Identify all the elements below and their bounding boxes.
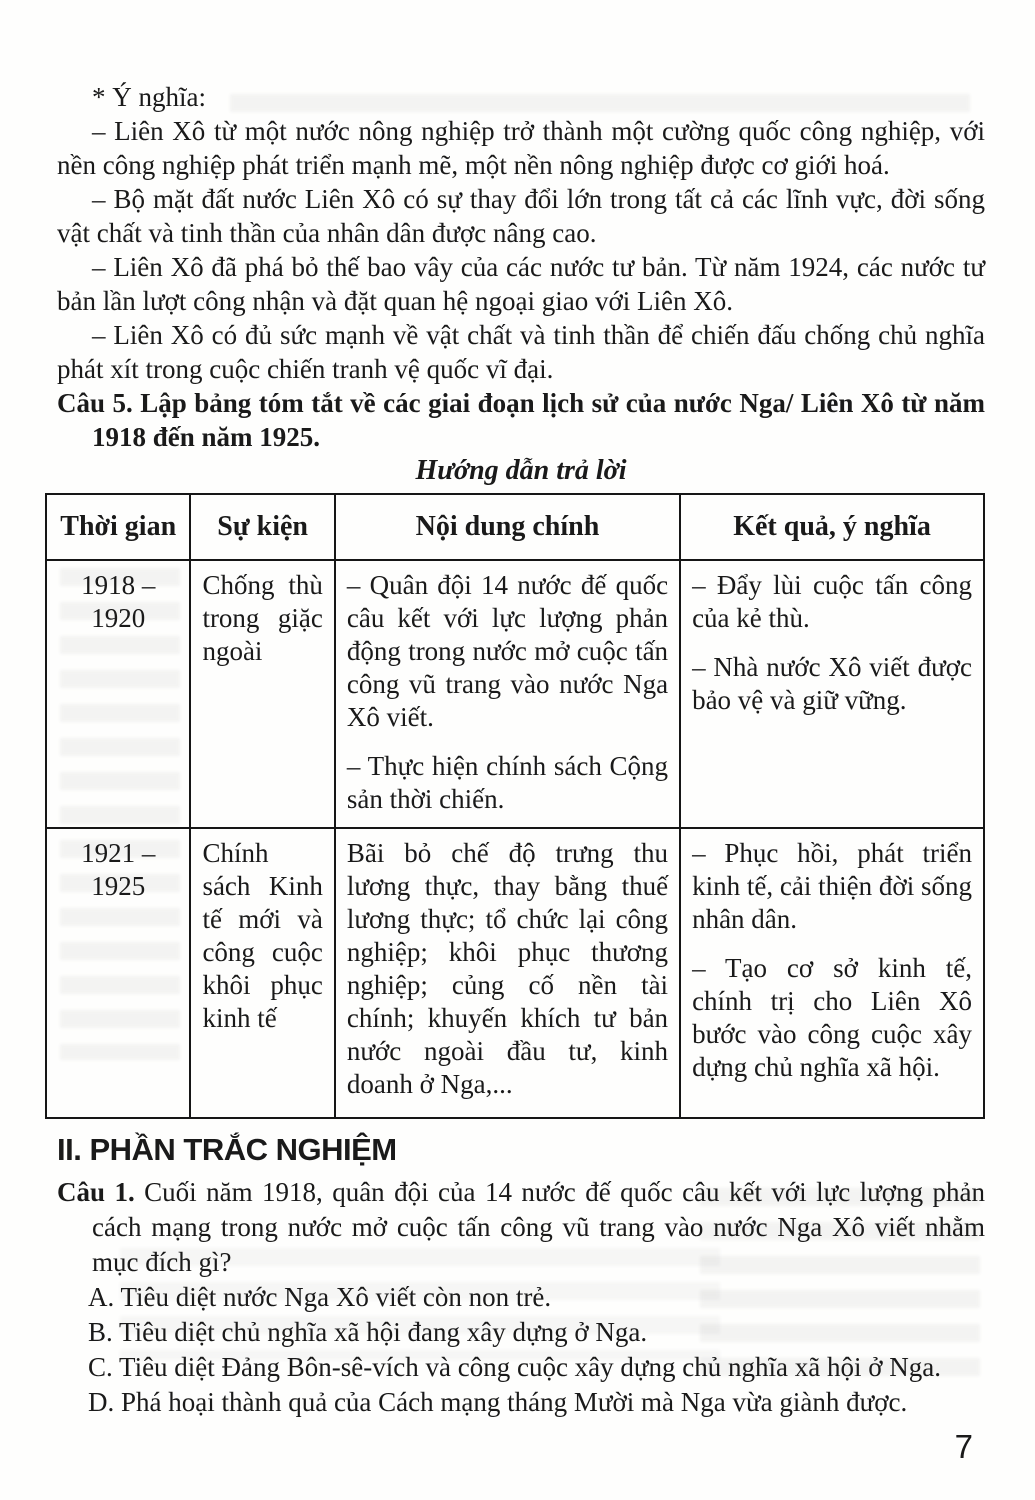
cell-time-1918-1920 [46, 560, 190, 828]
cell-content [335, 828, 680, 1118]
table-header-row [46, 494, 984, 560]
cell-paragraph: Bãi bỏ chế độ trưng thu lương thực, thay bằng thuế lương thực; tổ chức lại công nghiệp; khôi phục thương nghiệp; củng cố nền tài chính; khuyến khích tư bản nước ngoài đầu tư, kinh doanh ở Nga,... [346, 838, 669, 1099]
cell-paragraph: – Phục hồi, phát triển kinh tế, cải thiện đời sống nhân dân. [692, 838, 972, 934]
option-d: D. Phá hoại thành quả của Cách mạng tháng Mười mà Nga vừa giành được. [88, 1387, 908, 1417]
cell-paragraph: – Quân đội 14 nước đế quốc câu kết với lực lượng phản động trong nước mở cuộc tấn công vũ trang vào nước Nga Xô viết. [346, 570, 669, 732]
time-range: 1921 – 1925 [81, 838, 156, 901]
meaning-bullet: – Liên Xô đã phá bỏ thế bao vây của các nước tư bản. Từ năm 1924, các nước tư bản lần lượt công nhận và đặt quan hệ ngoại giao với Liên Xô. [57, 252, 985, 316]
question-5 [57, 386, 985, 454]
cell-time-1921-1925 [46, 828, 190, 1118]
option-a: A. Tiêu diệt nước Nga Xô viết còn non trẻ. [88, 1282, 552, 1312]
meaning-bullet: – Liên Xô có đủ sức mạnh về vật chất và tinh thần để chiến đấu chống chủ nghĩa phát xít trong cuộc chiến tranh vệ quốc vĩ đại. [57, 320, 985, 384]
question-5-text: Lập bảng tóm tắt về các giai đoạn lịch sử của nước Nga/ Liên Xô từ năm 1918 đến năm 1925. [92, 388, 985, 452]
option-b: B. Tiêu diệt chủ nghĩa xã hội đang xây dựng ở Nga. [88, 1317, 648, 1347]
page-content [57, 80, 985, 1420]
column-header-event: Sự kiện [190, 494, 334, 560]
cell-paragraph: – Đẩy lùi cuộc tấn công của kẻ thù. [692, 570, 972, 633]
cell-event: Chính sách Kinh tế mới và công cuộc khôi phục kinh tế [190, 828, 334, 1118]
cell-result [680, 828, 984, 1118]
history-summary-table [45, 493, 985, 1119]
meaning-bullet: – Bộ mặt đất nước Liên Xô có sự thay đổi lớn trong tất cả các lĩnh vực, đời sống vật chất và tinh thần của nhân dân được nâng cao. [57, 184, 985, 248]
cell-paragraph: – Tạo cơ sở kinh tế, chính trị cho Liên Xô bước vào công cuộc xây dựng chủ nghĩa xã hội. [692, 953, 972, 1082]
column-header-time: Thời gian [46, 494, 190, 560]
table-row [46, 560, 984, 828]
question-1-label: Câu 1. [57, 1177, 135, 1207]
cell-paragraph: – Nhà nước Xô viết được bảo vệ và giữ vững. [692, 652, 972, 715]
cell-paragraph: – Thực hiện chính sách Cộng sản thời chiến. [346, 751, 669, 814]
question-5-label: Câu 5. [57, 388, 133, 418]
column-header-content: Nội dung chính [335, 494, 680, 560]
section-2-heading: II. PHẦN TRẮC NGHIỆM [57, 1132, 397, 1167]
answer-guide-title: Hướng dẫn trả lời [415, 455, 627, 486]
option-c: C. Tiêu diệt Đảng Bôn-sê-vích và công cuộc xây dựng chủ nghĩa xã hội ở Nga. [88, 1352, 942, 1382]
cell-result [680, 560, 984, 828]
cell-content [335, 560, 680, 828]
table-row [46, 828, 984, 1118]
meaning-heading: * Ý nghĩa: [92, 82, 206, 112]
time-range: 1918 – 1920 [81, 570, 156, 633]
page-number: 7 [954, 1428, 973, 1465]
question-1 [57, 1175, 985, 1280]
question-1-text: Cuối năm 1918, quân đội của 14 nước đế quốc câu kết với lực lượng phản cách mạng trong nước mở cuộc tấn công vũ trang vào nước Nga Xô viết nhằm mục đích gì? [92, 1177, 985, 1277]
column-header-result: Kết quả, ý nghĩa [680, 494, 984, 560]
meaning-bullet: – Liên Xô từ một nước nông nghiệp trở thành một cường quốc công nghiệp, với nền công nghiệp phát triển mạnh mẽ, một nền nông nghiệp được cơ giới hoá. [57, 116, 985, 180]
cell-event: Chống thù trong giặc ngoài [190, 560, 334, 828]
